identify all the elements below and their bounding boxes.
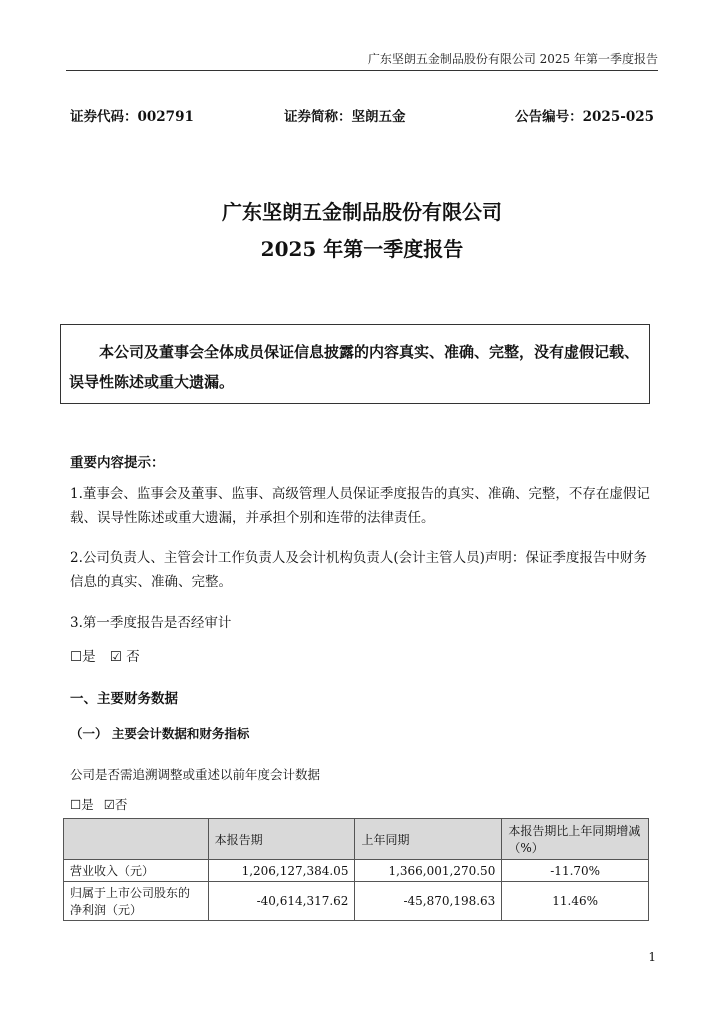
audit-yes-checkbox: ☐是 (70, 649, 96, 665)
stock-code: 证券代码：002791 (70, 109, 194, 125)
important-item-1: 1.董事会、监事会及董事、监事、高级管理人员保证季度报告的真实、准确、完整，不存在虚假记载、误导性陈述或重大遗漏，并承担个别和连带的法律责任。 (70, 486, 650, 526)
financial-data-table (63, 818, 649, 921)
prior-period-value: 1,366,001,270.50 (355, 860, 502, 882)
table-row (64, 860, 649, 882)
restate-question: 公司是否需追溯调整或重述以前年度会计数据 (70, 767, 321, 782)
restate-yes-checkbox: ☐是 (70, 797, 94, 812)
section-sub-heading: （一） 主要会计数据和财务指标 (70, 726, 250, 741)
change-percent: 11.46% (502, 882, 649, 921)
table-header-cell: 上年同期 (355, 819, 502, 860)
current-period-value: 1,206,127,384.05 (208, 860, 355, 882)
table-header-cell: 本报告期 (208, 819, 355, 860)
important-item-2: 2.公司负责人、主管会计工作负责人及会计机构负责人(会计主管人员)声明：保证季度报告中财务信息的真实、准确、完整。 (70, 550, 647, 590)
table-header-row (64, 819, 649, 860)
running-header: 广东坚朗五金制品股份有限公司 2025 年第一季度报告 (367, 52, 658, 66)
restate-choice (70, 795, 127, 813)
table-header-cell (64, 819, 209, 860)
restate-no-checkbox: ☑否 (103, 797, 128, 812)
header-rule (66, 70, 658, 71)
table-header-cell: 本报告期比上年同期增减（%） (502, 819, 649, 860)
important-heading: 重要内容提示： (70, 455, 165, 471)
page-number: 1 (648, 950, 656, 964)
important-item-3: 3.第一季度报告是否经审计 (70, 615, 232, 631)
current-period-value: -40,614,317.62 (208, 882, 355, 921)
audit-no-checkbox: ☑ 否 (109, 649, 140, 665)
company-title: 广东坚朗五金制品股份有限公司 (222, 200, 502, 224)
change-percent: -11.70% (502, 860, 649, 882)
row-label: 归属于上市公司股东的净利润（元） (64, 882, 209, 921)
table-row (64, 882, 649, 921)
prior-period-value: -45,870,198.63 (355, 882, 502, 921)
announcement-number: 公告编号：2025-025 (515, 109, 654, 125)
section-heading: 一、主要财务数据 (70, 691, 178, 707)
report-title: 2025 年第一季度报告 (260, 237, 464, 261)
notice-box (60, 324, 650, 404)
audit-choice (70, 645, 140, 665)
notice-text: 本公司及董事会全体成员保证信息披露的内容真实、准确、完整，没有虚假记载、误导性陈述或重大遗漏。 (69, 343, 640, 391)
row-label: 营业收入（元） (64, 860, 209, 882)
stock-abbreviation: 证券简称：坚朗五金 (284, 109, 406, 125)
